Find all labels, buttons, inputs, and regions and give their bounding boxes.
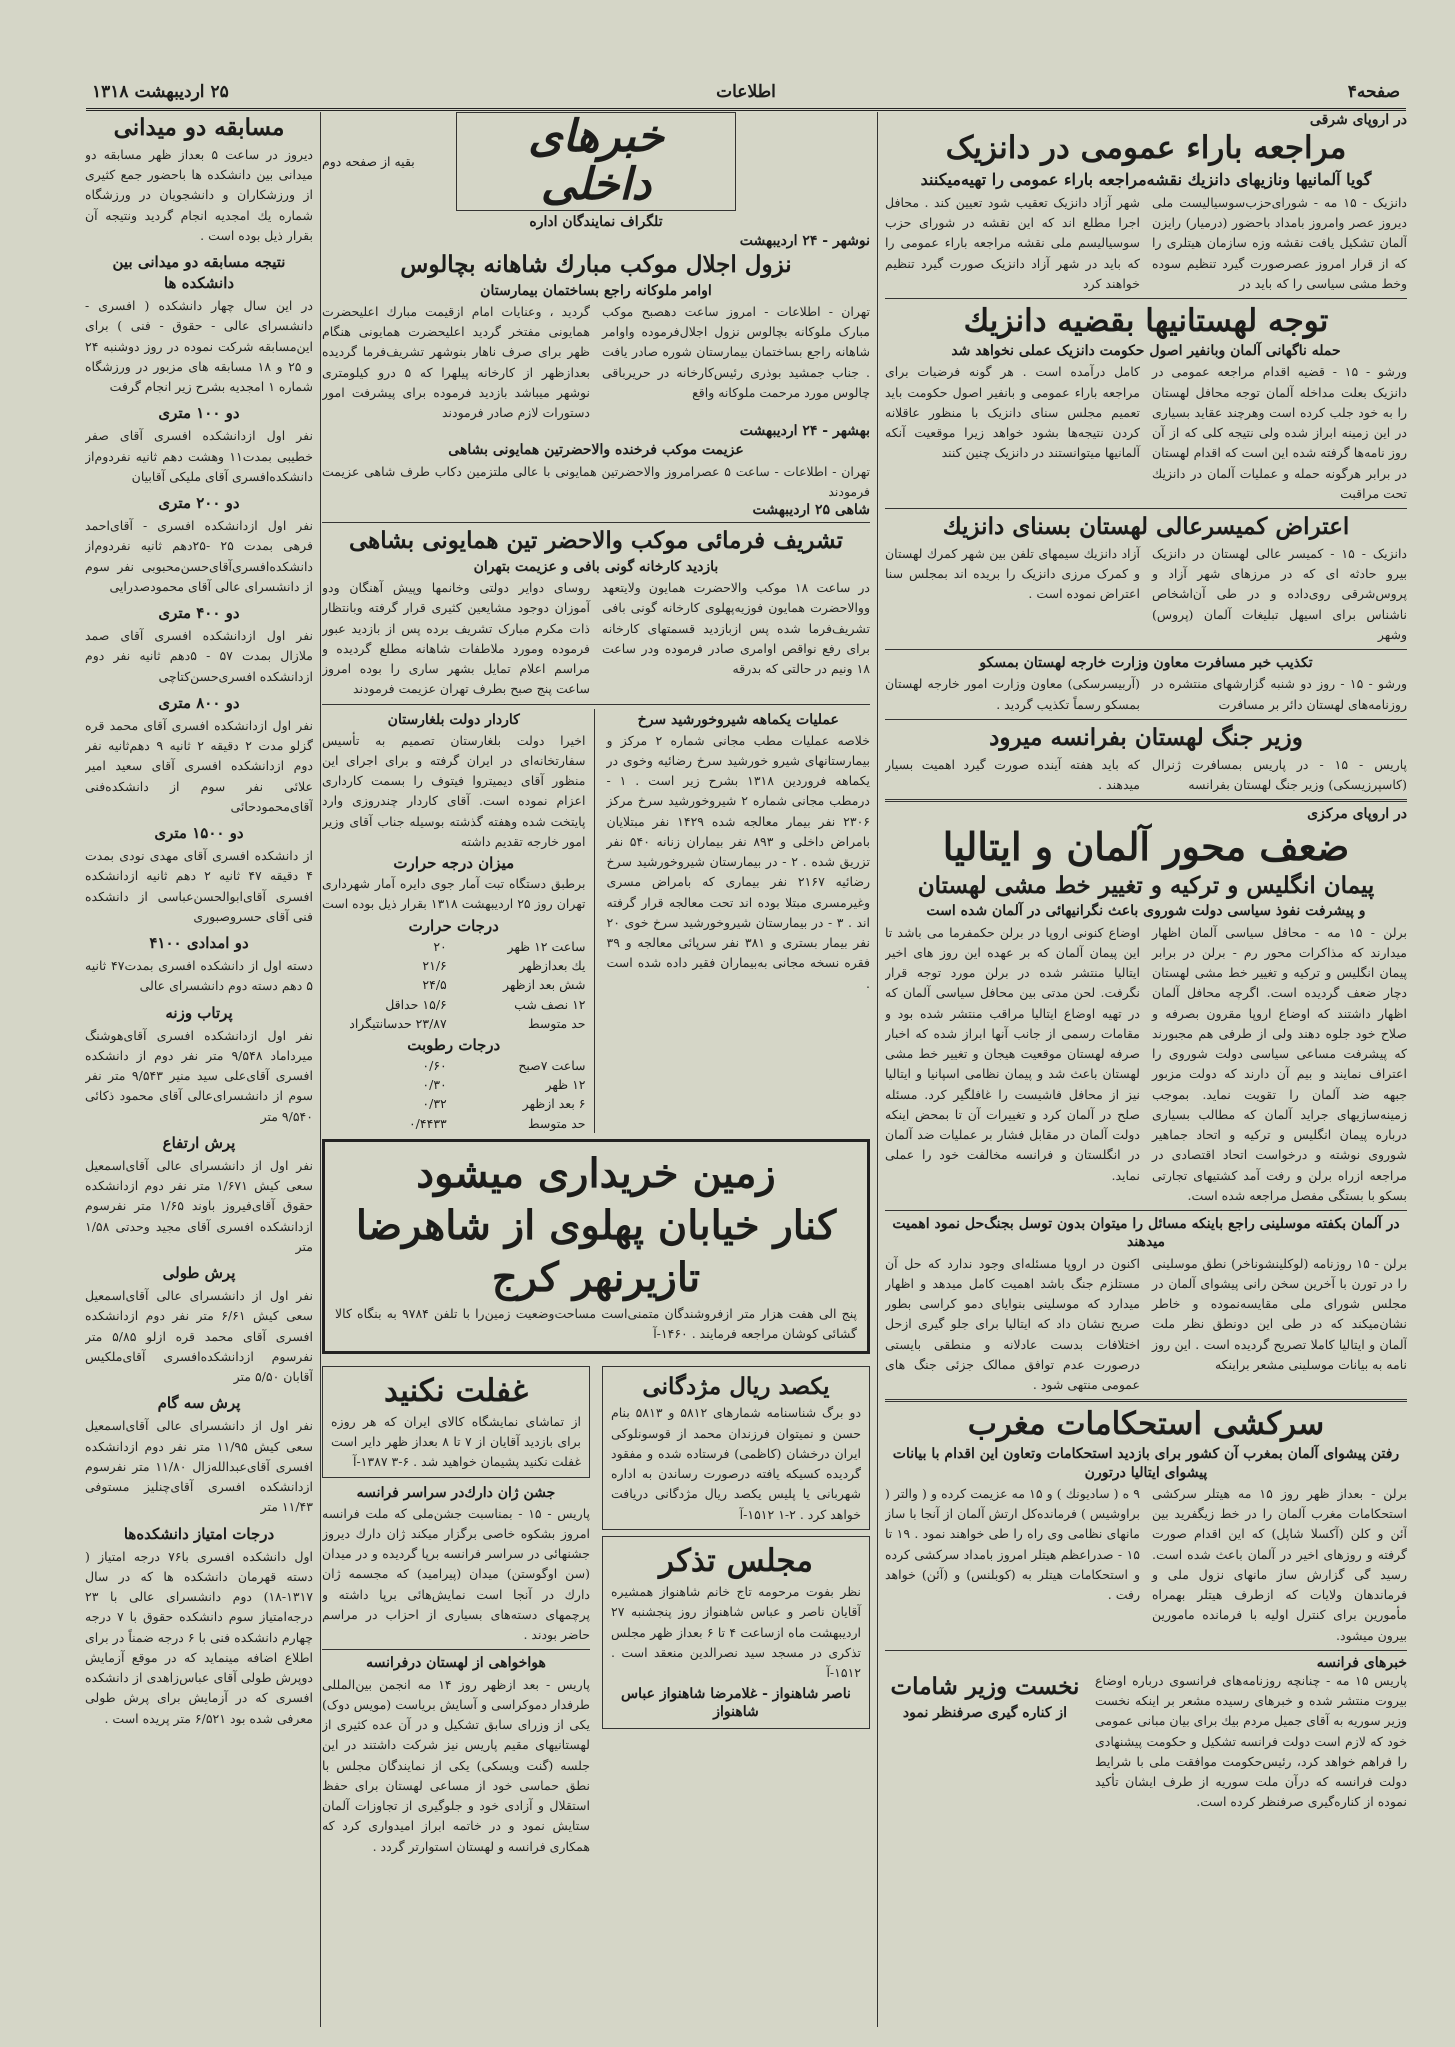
column-rule-left <box>320 112 321 2027</box>
weather-intro: برطبق دستگاه تبت آمار جوی دایره آمار شهرداری تهران روز ۲۵ اردیبهشت ۱۳۱۸ بقرار ذیل بوده است <box>322 876 586 912</box>
event-name: دو ۱۰۰ متری <box>158 404 240 423</box>
continued-note: بقیه از صفحه دوم <box>322 153 415 169</box>
article-text: روسای دوایر دولتی وخانمها وپیش آهنگان ودو آموزان دوجود مشایعین کثیری قرار گرفته وبانتظار ذات مکرم مبارک تشریف برده پس از بازدید عبور فرموده ومورد ملاطفات شاهانه مطلع گردیده و مراسم اعلام تمایل بشهر ساری را بوده امروز ساعت پنج صبح بطرف تهران عزیمت فرمودند <box>322 580 590 697</box>
ad-text: دو برگ شناسنامه شمارهای ۵۸۱۲ و ۵۸۱۳ بنام حسن و نمیتوان فرزندان محمد از قوسونلوکی ایران درخشان (کاظمی) فرستاده شده و مفقود گردیده کسیکه یافته درصورت رساندن به اداره شهربانی یا پلیس یکصد ریال مژدگانی دریافت خواهد کرد . ۲-۱ ۱۵۱۲-آ <box>611 1405 862 1522</box>
article-text: در این سال چهار دانشکده ( افسری - دانشسرای عالی - حقوق - فنی ) برای این‌مسابقه شرکت نموده در روز دوشنبه ۲۴ و ۲۵ و ۱۸ مسابقه های مزبور در ورزشگاه شماره ۱ امجدیه بشرح زیر انجام گرفت <box>85 298 313 394</box>
humidity-table <box>322 1056 586 1134</box>
temp-label: ۱۲ نصف شب <box>514 996 586 1012</box>
telegraph-label: تلگراف نمایندگان اداره <box>529 213 663 230</box>
event-result: نفر اول ازدانشکده افسری آقای صفر خطیبی بمدت۱۱ وهشت دهم ثانیه نفردوم‌از دانشکده‌افسری آقای ملیکی آقابیان <box>85 428 313 484</box>
headline: مسابقه دو میدانی <box>113 114 285 141</box>
headline: هواخواهی از لهستان درفرانسه <box>366 1655 546 1672</box>
headline: تشریف فرمائی موکب والاحضر تین همایونی بشاهی <box>348 527 844 555</box>
headline: ضعف محور آلمان و ایتالیا <box>942 824 1350 870</box>
memorial-notice <box>602 1536 870 1729</box>
section-label: در اروپای مرکزی <box>1307 806 1407 823</box>
domestic-news-column <box>322 112 870 2029</box>
temp-label: یك بعدازظهر <box>519 958 586 974</box>
headline: عملیات یکماهه شیروخورشید سرخ <box>637 711 839 728</box>
event-result: دسته اول از دانشکده افسری بمدت۴۷ ثانیه ۵ دهم دسته دوم دانشسرای عالی <box>85 958 313 994</box>
article-text: گردید ، وعنایات امام ازقیمت مبارك اعلیحضرت همایونی مفتخر گردید اعلیحضرت همایونی هنگام ظهر برای صرف ناهار بنوشهر تشریف‌فرما گردیده بعدازظهر از کارخانه پیلهرا که ۵ درو کیلومتری نوشهر میباشد بازدید فرموده برای پیشرفت امور دستورات لازم صادر فرمودند <box>322 303 591 421</box>
headline: اعتراض کمیسرعالی لهستان بسنای دانزیك <box>942 513 1350 541</box>
temp-value: ۲۰ <box>433 938 447 954</box>
article-text: اوضاع کنونی اروپا در برلن حکمفرما می باشد تا این پیمان آلمان که بر عهده این روز های اخیر ایتالیا منتشر شده در برلن مورد توجه قرار نگرفت. لحن مدتی بین محافل سیاسی آلمان که در تهیه اوضاع ایتالیا مراقب منتشر شده بود و مقامات رسمی از جانب آنها ابراز شده که اخبار صرفه لهستان موقعیت هیجان و تغییر خط مشی لهستان باعث شد و پیمان نظامی اسپانیا و ایتالیا نیز از محافل فاشیست را غافلگیر کرد. مسئله صلح در آلمان کرد و تغییرات آن تا بمحض اینکه دولت آلمان در مقابل فشار بر عملیات ضد آلمان در انگلستان و فرانسه مخالفت خود را عملی نماید. <box>885 924 1140 1183</box>
section-label: در اروپای شرقی <box>1309 112 1407 128</box>
subheadline: از کناره گیری صرفنظر نمود <box>902 1704 1068 1721</box>
headline: مراجعه باراء عمومی در دانزیک <box>945 130 1347 166</box>
article-text: ورشو - ۱۵ - قضیه اقدام مراجعه عمومی در دانزیک بعلت مداخله آلمان توجه محافل لهستان را به خود جلب کرده است وهرچند عقاید بسیاری در این زمینه ابراز شده ولی نتیجه کلی که از آن روز نامه‌ها گرفته شده این است که اقدام لهستان در برابر هرگونه حمله و عملیات آلمان در دانزیك تحت مراقبت <box>1152 364 1407 501</box>
hum-label: ساعت ۷صبح <box>518 1057 586 1073</box>
article-text: ۹ ه ( سادیونك ) و ۱۵ مه عزیمت کرده و ( والتر ( براوشیس ) فرمانده‌کل ارتش آلمان از آنجا با ساز مانهای نظامی وی راه را طی خواهند نمود . ۱۹ تا ۱۵ - صدراعظم هیتلر امروز بامداد سرکشی کرده و استحکامات هیتلر به (کوبلنس) و (آئن) خواهد رفت . <box>885 1485 1141 1603</box>
event-9 <box>85 1393 313 1517</box>
temp-value: ۲۴/۵ <box>422 977 447 993</box>
ad-title: یکصد ریال مژدگانی <box>642 1372 830 1400</box>
humidity-title: درجات رطوبت <box>407 1035 501 1054</box>
subheadline: و پیشرفت نفوذ سیاسی دولت شوروی باعث نگرانیهائی در آلمان شده است <box>926 903 1366 920</box>
weather-title: میزان درجه حرارت <box>393 854 515 873</box>
dateline: نوشهر - ۲۴ اردیبهشت <box>739 232 870 249</box>
ad-title: غفلت نکنید <box>383 1372 529 1409</box>
article-text: اکنون در اروپا مسئله‌ای وجود ندارد که حل آن مستلزم جنگ باشد اهمیت کامل میدهد و اظهار میدارد که موسلینی بنوایای دمو کراسی بطور صریح نشان داد که ایتالیا برای جلو گیری ازحل اختلافات بدست عادلانه و منطقی بایستی درصورت عدم توافق ممالک جزئی جنگ های عمومی منتهی شود . <box>885 1255 1140 1392</box>
headline: عزیمت موکب فرخنده والاحضرتین همایونی بشاهی <box>448 442 744 459</box>
ad-line: تازیرنهر کرج <box>491 1254 701 1302</box>
ad-line: کنار خیابان پهلوی از شاهرضا <box>355 1202 837 1250</box>
foreign-news-column <box>885 112 1407 2029</box>
notice-signature: ناصر شاهنواز - غلامرضا شاهنواز عباس شاهنواز <box>621 1686 851 1721</box>
headline: نزول اجلال موکب مبارك شاهانه بچالوس <box>400 250 792 278</box>
article-text: تهران - اطلاعات - امروز ساعت دهصبح موکب مبارک ملوکانه بچالوس نزول اجلال‌فرموده واوامر شاهانه راجع بساختمان بیمارستان شوره صادر یافت . جناب جمشید بوذری رئیس‌کارخانه در حریرباقی چالوس مورد مرحمت ملوکانه واقع <box>602 303 870 400</box>
article-text: شهر آزاد دانزیک تعقیب شود تعیین کند . محافل اجرا مطلع اند که این نقشه در شورای حزب سوسیالیسم ملی نقشه مراجعه باراء عمومی را که باید در شهر آزاد دانزیک صورت گیرد تنظیم خواهند کرد <box>885 194 1140 291</box>
article-text: برلن - ۱۵ روزنامه (لوکلینشوناخر) نطق موسلینی را در تورن با آخرین سخن رانی پیشوای آلمان در مجلس شورای ملی مقایسه‌نموده و خاطر نشان‌میکند که در طی این دونطق نظر ملت آلمان و ایتالیا کاملا تصریح گردیده است . این روز نامه به بیانات موسلینی مشعر براینکه <box>1152 1255 1407 1372</box>
article-text: در ساعت ۱۸ موکب والاحضرت همایون ولایتعهد ووالاحضرت همایون فوزیه‌پهلوی کارخانه گونی بافی تشریف‌فرما شده پس ازبازدید قسمتهای کارخانه برای رفع نواقص اوامری صادر فرموده ودر ساعت ۱۸ ونیم در حالتی که بدرقه <box>602 580 870 677</box>
event-5 <box>85 933 313 997</box>
subheadline: پیمان انگلیس و ترکیه و تغییر خط مشی لهستان <box>917 871 1375 899</box>
article-text: پاریس - ۱۵ - بمناسبت جشن‌ملی که ملت فرانسه امروز بشکوه خاصی برگزار میکند ژان دارك دیروز جشنهائی در سراسر فرانسه برپا گردیده و در میدان (سن اوگوستن) میدان (پیرامید) که مجسمه ژان دارك در آنجا است نمایش‌هائی برپا داشته و پرچمهای دسته‌های بسیاری از احزاب در مراسم حاضر بودند . <box>322 1505 590 1643</box>
hum-label: ۶ بعد ازظهر <box>522 1096 586 1112</box>
headline: نخست وزیر شامات <box>890 1672 1080 1700</box>
article-text: (آربیسرسکی) معاون وزارت امور خارجه لهستان بمسکو رسماً تکذیب گردید . <box>885 676 1140 712</box>
subheadline: نتیجه مسابقه دو میدانی بین دانشکده ها <box>112 253 286 292</box>
temp-label: شش بعد ازظهر <box>502 977 586 993</box>
article-text: خلاصه عملیات مطب مجانی شماره ۲ مرکز و بیمارستانهای شیرو خورشید سرخ رضائیه وخوی در یکماهه فروردین ۱۳۱۸ بشرح زیر است . ۱ - درمطب مجانی شماره ۲ شیروخورشید سرخ مرکز ۲۳۰۶ نفر بیمار معالجه شده ۱۴۲۹ نفر مبتلایان بامراض داخلی و ۸۹۳ نفر بیماران زنانه ۵۴۰ نفر تزریق شده . ۲ - در بیمارستان شیروخورشید سرخ رضائیه ۲۱۶۷ نفر بیماری که بامراض مسری وغیرمسری مبتلا بوده اند تحت معالجه قرار گرفته اند . ۳ - در بیمارستان شیروخورشید سرخ خوی ۲۰ نفر بیمار بستری و ۳۸۱ نفر سرپائی معالجه و ۳۹ فقره نسخه مجانی به‌بیماران فقیر داده شده است . <box>606 732 870 991</box>
page-number: صفحه۴ <box>1347 82 1400 102</box>
headline: وزیر جنگ لهستان بفرانسه میرود <box>989 723 1303 751</box>
sports-column <box>85 112 313 2029</box>
article-text: پاریس ۱۵ مه - چنانچه روزنامه‌های فرانسوی درباره اوضاع بیروت منتشر شده و خبرهای رسیده مشعر بر اینکه نخست وزیر سوریه به آقای جمیل مردم بیك برای بیان مبانی عمومی خود که لازم است دولت فرانسه تشکیل و حکومت پیشنهادی را فراهم خواهد کرد، رئیس‌حکومت موافقت ملی با شرایط دولت فرانسه که درآن ملت سوریه از طرف ایشان تأکید نموده از کناره‌گیری صرفنظر کرده است. <box>1095 1672 1407 1810</box>
event-0 <box>85 403 313 487</box>
event-name: پرش ارتفاع <box>162 1133 236 1152</box>
temp-value: ۲۳/۸۷ حدسانتیگراد <box>349 1016 447 1032</box>
masthead <box>86 80 1406 111</box>
hum-label: حد متوسط <box>527 1115 586 1131</box>
event-name: دو ۴۰۰ متری <box>158 604 240 622</box>
event-result: از دانشکده افسری آقای مهدی نودی بمدت ۴ دقیقه ۴۷ ثانیه ۲ دهم ثانیه ازدانشکده افسری آقای‌ابوالحسن‌عباسی از دانشکده فنی آقای حسروصبوری <box>85 848 313 924</box>
hum-value: ۰/۶۰ <box>422 1057 447 1073</box>
headline: توجه لهستانیها بقضیه دانزیك <box>963 303 1329 340</box>
event-result: نفر اول ازدانشکده افسری آقای صمد ملازال بمدت ۵۷ - ۵دهم ثانیه نفر دوم ازدانشکده افسری‌حسن‌کتاچی <box>85 628 313 684</box>
issue-date: ۲۵ اردیبهشت ۱۳۱۸ <box>92 82 229 102</box>
article-text: تهران - اطلاعات - ساعت ۵ عصرامروز والاحضرتین همایونی با عالی ملتزمین دکاب طرف شاهی عزیمت فرمودند <box>322 463 870 499</box>
subheadline: گویا آلمانیها ونازیهای دانزیك نقشه‌مراجعه باراء عمومی را تهیه‌میکنند <box>920 170 1372 190</box>
article-text: دانزیک - ۱۵ - کمیسر عالی لهستان در دانزیک بیرو حادثه ای که در مرزهای شهر آزاد و پروس‌شرقی روی‌داده و در طی آن‌اشخاص ناشناس برای اسیهل تبلیغات آلمان (پروس) وشهر <box>1152 545 1407 642</box>
hum-label: ۱۲ ظهر <box>545 1076 586 1092</box>
event-name: پرش طولی <box>162 1264 236 1282</box>
reward-ad <box>602 1366 870 1530</box>
exhibition-ad <box>322 1366 590 1478</box>
temperature-title: درجات حرارت <box>408 916 499 935</box>
event-2 <box>85 603 313 687</box>
section-title: خبرهای داخلی <box>456 112 736 211</box>
temperature-table <box>322 937 586 1034</box>
land-ad <box>322 1139 870 1354</box>
subheadline: حمله ناگهانی آلمان وبانفیر اصول حکومت دانزیک عملی نخواهد شد <box>951 343 1341 360</box>
dateline: بهشهر - ۲۴ اردیبهشت <box>739 423 870 440</box>
event-4 <box>85 823 313 927</box>
subheadline: درجات امتیاز دانشکده‌ها <box>123 1524 275 1543</box>
article-text: ورشو - ۱۵ - روز دو شنبه گزارشهای منتشره در روزنامه‌های لهستان دائر بر مسافرت <box>1152 676 1407 712</box>
event-3 <box>85 693 313 817</box>
subheadline: اوامر ملوکانه راجع بساختمان بیمارستان <box>480 282 712 299</box>
event-6 <box>85 1003 313 1127</box>
event-result: نفر اول ازدانشکده افسری - آقای‌احمد فرهی بمدت ۲۵ -۲۵دهم ثانیه نفردوم‌از دانشکده‌افسری‌آقای‌حسن‌محبوبی نفر سوم از دانشسرای عالی آقای محمودصدرایی <box>85 518 313 594</box>
event-result: نفر اول از دانشسرای عالی آقای‌اسمعیل سعی کیش ۱۱/۹۵ متر نفر دوم ازدانشکده افسری آقای‌عبدالله‌زال ۱۱/۸۰ متر نفرسوم ازدانشکده افسری آقای‌چنلیز مستوفی ۱۱/۴۳ متر <box>85 1418 313 1515</box>
ad-line: زمین خریداری میشود <box>416 1150 776 1198</box>
notice-text: نظر بفوت مرحومه تاج خانم شاهنواز همشیره آقایان ناصر و عباس شاهنواز روز پنجشنبه ۲۷ اردیبهشت ماه ازساعت ۴ تا ۶ بعداز ظهر مجلس تذکری در مسجد سید نصرالدین منعقد است . ۱۵۱۲-آ <box>611 1584 862 1681</box>
event-result: نفر اول ازدانشکده افسری آقای‌هوشنگ میرداماد ۹/۵۴۸ متر نفر دوم از دانشکده افسری آقای‌علی سید منیر ۹/۵۴۳ متر نفر سوم از دانشسرای‌عالی آقای محمود ذکائی ۹/۵۴۰ متر <box>85 1027 313 1124</box>
paper-name: اطلاعات <box>716 82 776 102</box>
headline: سرکشی استحکامات مغرب <box>967 1406 1325 1443</box>
section-label: خبرهای فرانسه <box>1316 1654 1407 1671</box>
event-name: پرش سه گام <box>157 1394 241 1413</box>
event-name: پرتاب وزنه <box>165 1003 233 1022</box>
article-text: اخیرا دولت بلغارستان تصمیم به تأسیس سفارتخانه‌ای در ایران گرفته و برای اجرای این منظور آقای دیمیتروا فیتوف را بسمت کارداری اعزام نموده است. آقای کاردار چندروزی وارد پایتخت شده وهفته گذشته بوسیله جناب آقای وزیر امور خارجه تقدیم داشته <box>322 732 586 849</box>
notice-title: مجلس تذکر <box>659 1542 813 1579</box>
event-name: دو ۲۰۰ متری <box>158 494 240 512</box>
temp-value: ۲۱/۶ <box>422 958 447 974</box>
subheadline: رفتن پیشوای آلمان بمغرب آن کشور برای بازدید استحکامات وتعاون این اقدام با بیانات پیشوای ایتالیا درتورن <box>892 1446 1400 1481</box>
event-name: دو ۸۰۰ متری <box>158 693 240 712</box>
hum-value: ۰/۳۰ <box>422 1076 447 1092</box>
ad-text: از تماشای نمایشگاه کالای ایران که هر روزه برای بازدید آقایان از ۷ تا ۸ بعداز ظهر دایر است غفلت نکنید پشیمان خواهید شد . ۶-۳ ۱۳۸۷-آ <box>331 1413 581 1470</box>
event-name: دو ۱۵۰۰ متری <box>154 824 244 842</box>
event-1 <box>85 493 313 597</box>
event-7 <box>85 1133 313 1257</box>
temp-value: ۱۵/۶ حداقل <box>385 996 447 1012</box>
hum-value: ۰/۳۲ <box>422 1096 447 1112</box>
article-text: اول دانشکده افسری با۷۶ درجه امتیاز ( دسته قهرمان دانشکده ها که در سال ۱۳۱۷-۱۸) دوم دانشسرای عالی با ۲۳ درجه‌امتیاز سوم دانشکده حقوق با ۷ درجه چهارم دانشکده فنی با ۶ درجه ضمناً در برای اطلاع اضافه مینماید که در موقع آزمایش دوپرش طولی آقای عباس‌زاهدی از دانشکده افسری که در آزمایش برای پرش طولی معرفی شده بود ۶/۵۲۱ متر پریده است . <box>85 1548 313 1726</box>
dateline: شاهی ۲۵ اردیبهشت <box>752 502 870 519</box>
column-rule-right <box>877 112 878 2027</box>
headline: تکذیب خبر مسافرت معاون وزارت خارجه لهستان بمسکو <box>979 655 1313 672</box>
ad-text: پنج الی هفت هزار متر ازفروشندگان متمنی‌است‌ مساحت‌وضعیت زمین‌را با تلفن ۹۷۸۴ به بنگاه کالا گشائی کوشان مراجعه فرمایند . ۱۴۶۰-آ <box>335 1306 857 1342</box>
subheadline: بازدید کارخانه گونی بافی و عزیمت بتهران <box>473 558 719 575</box>
event-name: دو امدادی ۴۱۰۰ <box>149 934 249 952</box>
article-text: برلن - بعداز ظهر روز ۱۵ مه هیتلر سرکشی استحکامات مغرب آلمان را در خط زیگفرید بین آئن و کلن (آکسلا شاپل) که این اقدام صورت گرفته و روزهای اخیر در آلمان باعث شده است. رسید گی گزارش ساز مانهای نزول ملی و فرماندهان ولایات که ازطرف هیتلر بهمراه مأمورین برای کنترل اولیه با فرمانده مامورین بیرون میشود. <box>1152 1485 1407 1643</box>
headline: در آلمان بکفته موسلینی راجع باینکه مسائل را میتوان بدون توسل بجنگ‌حل نمود اهمیت میدهند <box>892 1216 1400 1251</box>
event-result: نفر اول ازدانشکده افسری آقای محمد قره گزلو مدت ۲ دقیقه ۲ ثانیه ۹ دهم‌ثانیه نفر دوم ازدانشکده افسری آقای سعید امیر علائی نفر سوم از دانشکده‌فنی آقای‌محمودحائی <box>85 717 313 814</box>
headline: کاردار دولت بلغارستان <box>387 711 520 728</box>
event-result: نفر اول از دانشسرای عالی آقای‌اسمعیل سعی کیش ۶/۶۱ متر نفر دوم ازدانشکده افسری آقای محمد قره ازلو ۵/۸۵ متر نفرسوم ازدانشکده‌افسری آقای‌ملکیس آقابان ۵/۵۰ متر <box>85 1288 313 1384</box>
hum-value: ۰/۴۴۳۳ <box>408 1115 447 1131</box>
temp-label: حد متوسط <box>527 1016 586 1032</box>
event-result: نفر اول از دانشسرای عالی آقای‌اسمعیل سعی کیش ۱/۶۷۱ متر نفر دوم ازدانشکده حقوق آقای‌فیروز باوند ۱/۶۵ متر نفرسوم ازدانشکده افسری آقای مجید وحدتی ۱/۵۸ متر <box>85 1157 313 1254</box>
article-text: آزاد دانزیك سیمهای تلفن بین شهر کمرك لهستان و کمرک مرزی دانزیک را بریده اند بمجلس سنا اعتراض نموده است . <box>885 545 1140 602</box>
article-text: که باید هفته آینده صورت گیرد اهمیت بسیار میدهند . <box>885 756 1140 792</box>
temp-label: ساعت ۱۲ ظهر <box>507 938 586 954</box>
article-text: کامل درآمده است . هر گونه فرضیات برای مراجعه باراء عمومی و بانفیر اصول حکومت باید تعمیم مجلس سنای دانزیک با منظور عاقلانه کردن نتیجه‌ها بشود خواهد زیرا موقعیت آنکه آلمانیها میتوانستند در دانزیک چنین کنند <box>885 364 1140 461</box>
headline: جشن ژان دارك‌در سراسر فرانسه <box>356 1484 556 1501</box>
article-text: پاریس - بعد ازظهر روز ۱۴ مه انجمن بین‌المللی طرفدار دموکراسی و آسایش بریاست (مویس دوک) یکی از وزرای سابق تشکیل و در آن عده کثیری از لهستانیهای مقیم پاریس نیز شرکت داشتند در این جلسه (گنت ویسکی) یکی از نمایندگان مجلس با نطق حماسی خود از مساعی لهستان برای حفظ استقلال و آزادی خود و جلوگیری از تجاوزات آلمان ستایش نمود و در خاتمه ابراز امیدواری کرد که همکاری فرانسه و لهستان استوارتر گردد . <box>322 1676 590 1854</box>
article-text: پاریس - ۱۵ - در پاریس بمسافرت ژنرال (کاسپرزیسکی) وزیر جنگ لهستان بفرانسه <box>1152 756 1407 792</box>
event-8 <box>85 1263 313 1387</box>
article-text: دانزیک - ۱۵ مه - شورای‌حزب‌سوسیالیست ملی دیروز عصر وامروز بامداد باحضور (درمیار) رایزن آلمان تشکیل یافت نقشه وزه سازمان هیتلری را که از قرار امروز عصرصورت گیرد تنظیم سوده وخط مشی سیاسی را که باید در <box>1152 194 1407 291</box>
article-text: دیروز در ساعت ۵ بعداز ظهر مسابقه دو میدانی بین دانشکده ها باحضور جمع کثیری از ورزشکاران و دانشجویان در ورزشگاه شماره یك امجدیه انجام گردید ونتیجه آن بقرار ذیل بوده است . <box>85 146 313 243</box>
article-text: برلن - ۱۵ مه - محافل سیاسی آلمان اظهار میدارند که مذاکرات محور رم - برلن در برابر پیمان انگلیس و ترکیه و تغییر خط مشی لهستان دچار ضعف گردیده است. اگرچه محافل آلمان اظهار داشتند که اوضاع اروپا مقرون بصرفه و صلاح خود جلوه دهند ولی از طرفی هم مجبورند که پیشرفت مساعی سیاسی دولت شوروی را اعتراف نمایند و بیم آن دارند که دولت مزبور جبهه ضد آلمان را تقویت نماید. بموجب زمینه‌سازیهای جراید آلمان که مطالب بسیاری درباره پیمان انگلیس و ترکیه و اتحاد جماهیر شوروی نوشته و درخواست اتحاد اقتصادی در مراجعه ازراه برلن و رفت آمد کشتیهای تجارتی بسکو با بستگی مفصل مراجعه شده است. <box>1152 924 1407 1203</box>
